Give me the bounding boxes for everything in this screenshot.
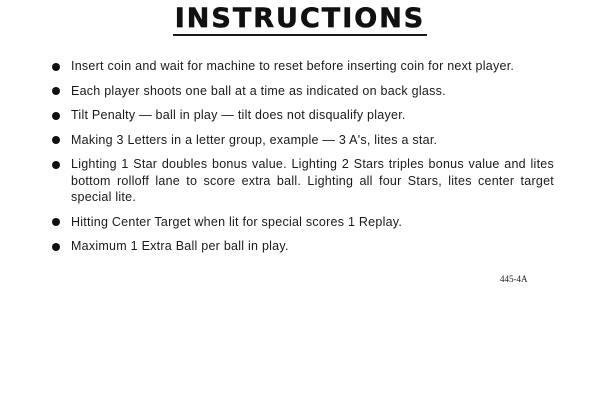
list-item: [52, 107, 554, 124]
instruction-text: Tilt Penalty — ball in play — tilt does not disqualify player.: [71, 108, 406, 122]
bullet-icon: [52, 87, 60, 95]
list-item: [52, 83, 554, 100]
instruction-text: Hitting Center Target when lit for special scores 1 Replay.: [71, 214, 403, 229]
bullet-icon: [52, 161, 60, 169]
list-item: [52, 156, 554, 206]
list-item: [52, 214, 554, 231]
bullet-icon: [52, 136, 60, 144]
instruction-text: Making 3 Letters in a letter group, example — 3 A's, lites a star.: [71, 132, 438, 147]
list-item: [52, 132, 554, 149]
bullet-icon: [52, 243, 60, 251]
instructions-list: [52, 58, 554, 263]
instruction-text: Maximum 1 Extra Ball per ball in play.: [71, 239, 289, 253]
bullet-icon: [52, 218, 60, 226]
instruction-text: Lighting 1 Star doubles bonus value. Lighting 2 Stars triples bonus value and lites bottom rolloff lane to score extra ball. Lighting all four Stars, lites center target special lite.: [71, 157, 554, 204]
instruction-text: Insert coin and wait for machine to reset before inserting coin for next player.: [71, 59, 515, 73]
bullet-icon: [52, 112, 60, 120]
list-item: [52, 58, 554, 75]
bullet-icon: [52, 63, 60, 71]
page-title: INSTRUCTIONS: [174, 3, 426, 34]
card-code: 445-4A: [500, 274, 528, 284]
title-container: [0, 4, 600, 36]
instruction-text: Each player shoots one ball at a time as indicated on back glass.: [71, 83, 446, 98]
list-item: [52, 238, 554, 255]
